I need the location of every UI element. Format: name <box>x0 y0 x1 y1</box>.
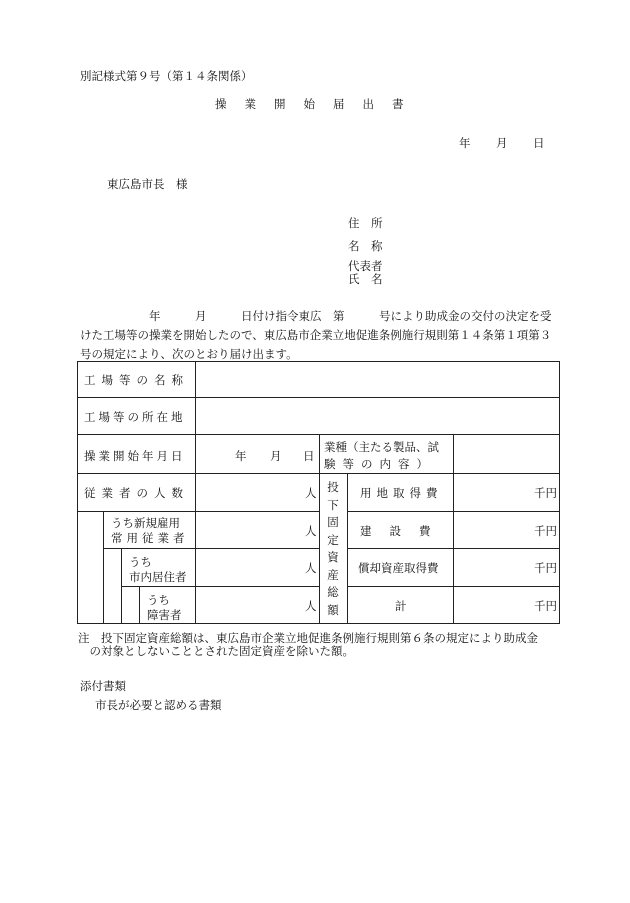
body-paragraph: 年 月 日付け指令東広 第 号により助成金の交付の決定を受けた工場等の操業を開始したので、東広島市企業立地促進条例施行規則第１４条第１項第３号の規定により、次のとおり届け出ます。 <box>80 309 552 361</box>
employees-unit: 人 <box>305 486 317 500</box>
footnote <box>78 632 564 658</box>
disabled-label-1: うち <box>147 593 170 607</box>
attachments-heading: 添付書類 <box>80 679 126 693</box>
footnote-line-2: の対象としないこととされた固定資産を除いた額。 <box>78 644 354 658</box>
disabled-unit: 人 <box>305 599 317 613</box>
city-residents-unit: 人 <box>305 561 317 575</box>
construction-cost-unit: 千円 <box>534 524 557 538</box>
date-year-label: 年 <box>459 136 471 150</box>
industry-label-1: 業種（主たる製品、試 <box>324 440 439 454</box>
page-title: 操業開始届出書 <box>215 97 422 111</box>
total-unit: 千円 <box>534 599 557 613</box>
footnote-line-1: 注 投下固定資産総額は、東広島市企業立地促進条例施行規則第６条の規定により助成金 <box>78 631 538 645</box>
city-residents-label-1: うち <box>129 555 152 569</box>
land-cost-unit: 千円 <box>534 486 557 500</box>
form-number: 別記様式第９号（第１４条関係） <box>80 69 253 83</box>
attachments-item: 市長が必要と認める書類 <box>95 698 222 712</box>
employees-label: 従業者の人数 <box>84 486 189 500</box>
applicant-name-label: 名 称 <box>348 239 383 253</box>
applicant-rep-label-2: 氏 名 <box>348 272 383 286</box>
new-hires-unit: 人 <box>305 524 317 538</box>
start-date-month: 月 <box>270 449 282 463</box>
depreciable-cost-unit: 千円 <box>534 561 557 575</box>
new-hires-label-2: 常用従業者 <box>111 531 189 545</box>
addressee: 東広島市長 様 <box>107 177 188 191</box>
date-month-label: 月 <box>496 136 508 150</box>
form-table <box>77 361 560 624</box>
industry-label-2: 験等の内容） <box>324 457 435 471</box>
city-residents-label-2: 市内居住者 <box>129 570 187 584</box>
start-date-year: 年 <box>235 449 247 463</box>
factory-name-label: 工場等の名称 <box>84 373 189 387</box>
land-cost-label: 用地取得費 <box>360 486 443 500</box>
factory-location-label: 工場等の所在地 <box>84 410 186 424</box>
total-label: 計 <box>395 599 407 613</box>
depreciable-cost-label: 償却資産取得費 <box>358 561 439 575</box>
investment-label: 投下固定資産総額 <box>327 480 339 617</box>
construction-cost-label: 建設費 <box>360 524 449 538</box>
applicant-rep-label-1: 代表者 <box>348 259 383 273</box>
disabled-label-2: 障害者 <box>147 608 182 622</box>
applicant-address-label: 住 所 <box>348 216 383 230</box>
date-day-label: 日 <box>533 136 545 150</box>
start-date-day: 日 <box>303 449 315 463</box>
start-date-label: 操業開始年月日 <box>84 449 186 463</box>
new-hires-label-1: うち新規雇用 <box>111 516 180 530</box>
